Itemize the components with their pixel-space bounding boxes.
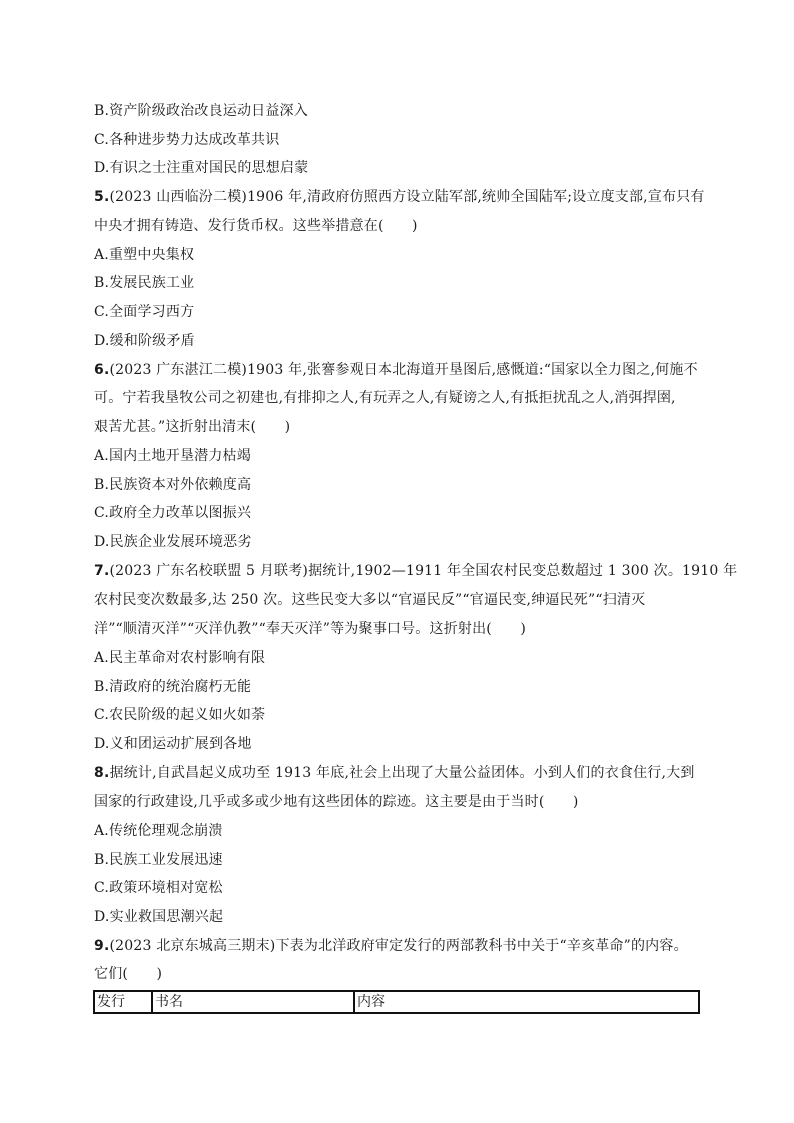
textbook-table: [93, 990, 700, 1014]
q5-option-d: D.缓和阶级矛盾: [94, 333, 195, 349]
q6-number: 6.: [94, 362, 110, 378]
q4-option-c: C.各种进步势力达成改革共识: [94, 132, 280, 148]
q7-option-c: C.农民阶级的起义如火如荼: [94, 707, 266, 723]
q6-option-b: B.民族资本对外依赖度高: [94, 477, 252, 493]
q8-option-a: A.传统伦理观念崩溃: [94, 823, 223, 839]
q4-option-d: D.有识之士注重对国民的思想启蒙: [94, 160, 309, 176]
q6-stem-text1: (2023 广东湛江二模)1903 年,张謇参观日本北海道开垦图后,感慨道:“国家以全力图之,何施不: [109, 362, 698, 378]
q9-stem-line2: 它们( ): [94, 966, 163, 982]
q8-number: 8.: [94, 765, 110, 781]
table-header-cell: 内容: [354, 991, 699, 1013]
q7-stem-line2: 农村民变次数最多,达 250 次。这些民变大多以“官逼民反”“官逼民变,绅逼民死”“扫清灭: [94, 592, 646, 608]
q6-option-a: A.国内土地开垦潜力枯竭: [94, 448, 251, 464]
q8-stem-text1: 据统计,自武昌起义成功至 1913 年底,社会上出现了大量公益团体。小到人们的衣食住行,大到: [109, 765, 695, 781]
q7-option-a: A.民主革命对农村影响有限: [94, 650, 266, 666]
q5-number: 5.: [94, 189, 110, 205]
q5-option-b: B.发展民族工业: [94, 275, 195, 291]
table-header-row: [94, 991, 699, 1013]
q5-option-c: C.全面学习西方: [94, 304, 195, 320]
q8-stem-line2: 国家的行政建设,几乎或多或少地有这些团体的踪迹。这主要是由于当时( ): [94, 794, 579, 810]
q8-option-d: D.实业救国思潮兴起: [94, 909, 224, 925]
q7-option-d: D.义和团运动扩展到各地: [94, 736, 252, 752]
q5-stem-line2: 中央才拥有铸造、发行货币权。这些举措意在( ): [94, 218, 418, 234]
q5-option-a: A.重塑中央集权: [94, 247, 195, 263]
q9-stem-text1: (2023 北京东城高三期末)下表为北洋政府审定发行的两部教科书中关于“辛亥革命”的内容。: [109, 938, 688, 954]
q7-stem-text1: (2023 广东名校联盟 5 月联考)据统计,1902—1911 年全国农村民变总数超过 1 300 次。1910 年: [109, 563, 738, 579]
q6-option-d: D.民族企业发展环境恶劣: [94, 534, 252, 550]
q9-stem-line1: [94, 936, 688, 956]
q6-stem-line3: 艰苦尤甚。”这折射出清末( ): [94, 419, 291, 435]
q6-stem-line2: 可。宁若我垦牧公司之初建也,有排抑之人,有玩弄之人,有疑谤之人,有抵拒扰乱之人,消弭捍圉,: [94, 390, 676, 406]
q7-number: 7.: [94, 563, 110, 579]
q7-option-b: B.清政府的统治腐朽无能: [94, 679, 252, 695]
q6-option-c: C.政府全力改革以图振兴: [94, 505, 252, 521]
q5-stem-line1: [94, 187, 705, 207]
table-header-cell: 书名: [152, 991, 354, 1013]
q8-option-c: C.政策环境相对宽松: [94, 880, 223, 896]
q7-stem-line1: [94, 561, 737, 581]
table-header-cell: 发行: [94, 991, 152, 1013]
q4-option-b: B.资产阶级政治改良运动日益深入: [94, 103, 308, 119]
q5-stem-text1: (2023 山西临汾二模)1906 年,清政府仿照西方设立陆军部,统帅全国陆军;设立度支部,宣布只有: [109, 189, 705, 205]
q8-option-b: B.民族工业发展迅速: [94, 852, 223, 868]
q8-stem-line1: [94, 763, 695, 783]
q9-number: 9.: [94, 938, 110, 954]
q6-stem-line1: [94, 360, 698, 380]
q7-stem-line3: 洋”“顺清灭洋”“灭洋仇教”“奉天灭洋”等为聚事口号。这折射出( ): [94, 621, 527, 637]
